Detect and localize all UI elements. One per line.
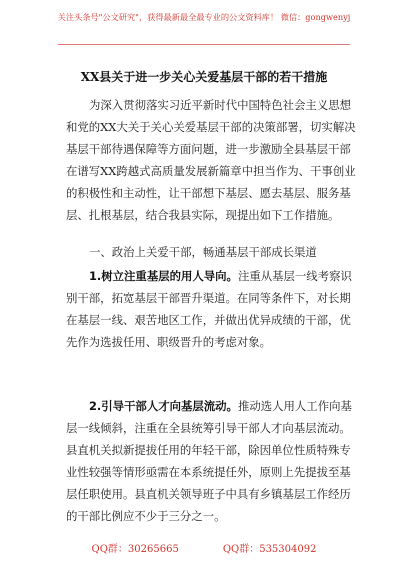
- measure-line: 先作为选拔任用、职级晋升的考虑对象。: [66, 335, 272, 349]
- measure-line: 县直机关拟新提拔任用的年轻干部，除因单位性质特殊专: [66, 443, 351, 457]
- measure-paragraph-2: [66, 395, 352, 527]
- measure-line: 层一线倾斜，注重在全县统筹引导干部人才向基层流动。: [66, 421, 351, 435]
- qq-group-2: QQ群：535304092: [222, 544, 317, 555]
- section-heading: 一、政治上关爱干部，畅通基层干部成长渠道: [89, 245, 317, 259]
- measure-line: [89, 395, 352, 417]
- intro-line: 层、扎根基层，结合我县实际，现提出如下工作措施。: [66, 208, 340, 222]
- measure-lead: 1.树立注重基层的用人导向。: [89, 269, 238, 283]
- page-title: XX县关于进一步关心关爱基层干部的若干措施: [80, 70, 328, 84]
- intro-line: 的积极性和主动性，让干部想下基层、愿去基层、服务基: [66, 186, 351, 200]
- measure-paragraph-1: [66, 265, 352, 353]
- measure-line: 在基层一线、艰苦地区工作，并做出优异成绩的干部，优: [66, 313, 351, 327]
- intro-line: 在谱写XX跨越式高质量发展新篇章中担当作为、干事创业: [66, 164, 356, 178]
- footer-contacts: [0, 540, 408, 555]
- header-divider: [58, 44, 350, 45]
- measure-text: 注重从基层一线考察识: [237, 269, 352, 283]
- intro-line: 基层干部待遇保障等方面问题，进一步激励全县基层干部: [66, 142, 351, 156]
- intro-paragraph: [66, 94, 356, 226]
- intro-line: 为深入贯彻落实习近平新时代中国特色社会主义思想: [89, 98, 351, 112]
- measure-lead: 2.引导干部人才向基层流动。: [89, 399, 238, 413]
- header-banner: 关注头条号"公文研究"，获得最新最全最专业的公文资料库！ 微信：gongwenyj: [57, 12, 351, 22]
- measure-line: [89, 265, 352, 287]
- measure-line: 业性较强等情形亟需在本系统提任外，原则上先提拔至基: [66, 465, 351, 479]
- qq-group-1: QQ群：30265665: [91, 544, 179, 555]
- measure-line: 别干部，拓宽基层干部晋升渠道。在同等条件下，对长期: [66, 291, 351, 305]
- intro-line: 和党的XX大关于关心关爱基层干部的决策部署，切实解决: [66, 120, 356, 134]
- measure-line: 的干部比例应不少于三分之一。: [66, 509, 226, 523]
- measure-line: 层任职使用。县直机关领导班子中具有乡镇基层工作经历: [66, 487, 351, 501]
- measure-text: 推动选人用人工作向基: [237, 399, 352, 413]
